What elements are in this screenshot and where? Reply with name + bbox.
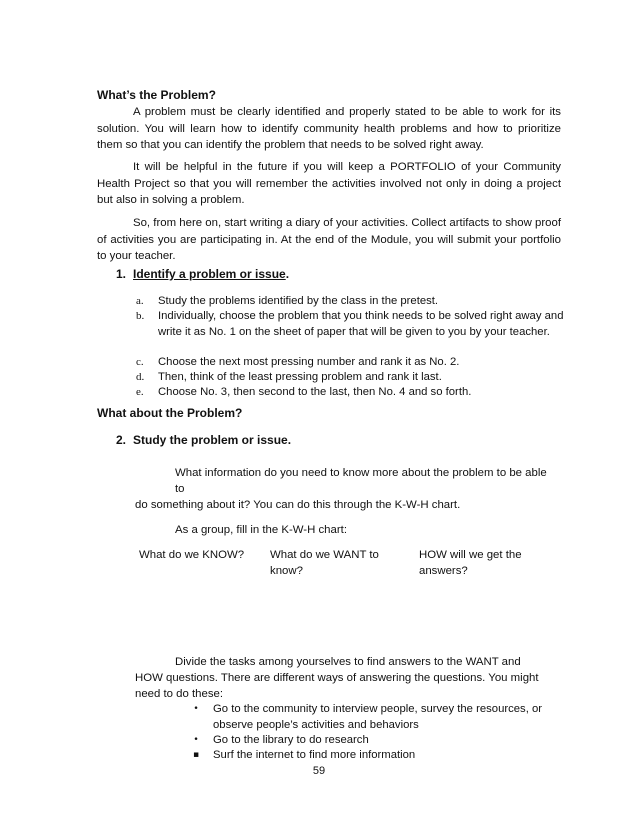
kwh-column-how-line-2: answers? <box>419 565 468 577</box>
bullet-item-internet <box>190 748 570 764</box>
divide-text-line-1: Divide the tasks among yourselves to find answers to the WANT and <box>175 656 521 668</box>
paragraph-problem-definition <box>97 104 561 154</box>
bullet-text: Go to the community to interview people, survey the resources, or observe people’s activities and behaviors <box>213 703 543 731</box>
step-number: 2. <box>116 433 127 447</box>
list-item-text: Individually, choose the problem that you think needs to be solved right away and write it as No. 1 on the sheet of paper that will be given to you by your teacher. <box>158 310 564 338</box>
kwh-column-want <box>270 547 379 579</box>
list-item-text: Choose No. 3, then second to the last, then No. 4 and so forth. <box>158 386 472 398</box>
bullet-text: Go to the library to do research <box>213 734 369 746</box>
list-item-text: Choose the next most pressing number and rank it as No. 2. <box>158 356 460 368</box>
square-bullet-icon: ▪ <box>192 750 200 760</box>
bullet-icon: • <box>193 735 199 745</box>
list-item-b <box>136 309 568 340</box>
paragraph-text: It will be helpful in the future if you will keep a PORTFOLIO of your Community Health Project so that you will remember the activities involved not only in doing a project but also in solving a problem. <box>97 161 561 206</box>
paragraph-text: A problem must be clearly identified and properly stated to be able to work for its solution. You will learn how to identify community health problems and how to prioritize them so that you can identify the problem that needs to be solved right away. <box>97 106 561 151</box>
step-2-text-line-3: do something about it? You can do this through the K-W-H chart. <box>135 499 461 511</box>
step-2-heading <box>116 433 291 448</box>
kwh-column-how-line-1: HOW will we get the <box>419 549 522 561</box>
kwh-column-how <box>419 547 522 579</box>
list-item-d <box>136 370 568 386</box>
list-marker: a. <box>136 295 144 307</box>
divide-text-line-2: HOW questions. There are different ways of answering the questions. You might <box>135 672 539 684</box>
step-title-period: . <box>285 267 290 281</box>
list-item-e <box>136 385 568 401</box>
list-item-c <box>136 355 568 371</box>
list-marker: c. <box>136 356 144 368</box>
list-marker: b. <box>136 310 145 322</box>
bullet-icon: • <box>193 704 199 714</box>
step-2-text-line-1: What information do you need to know more about the problem to be able <box>175 467 547 479</box>
step-1-heading <box>116 267 289 282</box>
step-title: Study the problem or issue. <box>133 433 292 447</box>
list-item-text: Then, think of the least pressing problem and rank it last. <box>158 371 442 383</box>
bullet-text: Surf the internet to find more information <box>213 749 416 761</box>
step-2-text-line-2: to <box>175 483 185 495</box>
kwh-instruction: As a group, fill in the K-W-H chart: <box>175 524 347 536</box>
paragraph-diary <box>97 215 561 265</box>
bullet-item-community <box>190 702 570 733</box>
section-heading-whats-the-problem: What’s the Problem? <box>97 88 216 102</box>
step-title: Identify a problem or issue <box>133 267 286 281</box>
kwh-column-want-line-1: What do we WANT to <box>270 549 379 561</box>
paragraph-portfolio <box>97 159 561 209</box>
section-heading-what-about-the-problem: What about the Problem? <box>97 406 243 420</box>
kwh-column-know: What do we KNOW? <box>139 549 245 561</box>
divide-text-line-3: need to do these: <box>135 688 224 700</box>
list-item-a <box>136 294 568 310</box>
list-marker: e. <box>136 386 144 398</box>
bullet-item-library <box>190 733 570 749</box>
page-number: 59 <box>312 765 326 777</box>
kwh-column-want-line-2: know? <box>270 565 303 577</box>
step-number: 1. <box>116 267 127 281</box>
list-item-text: Study the problems identified by the class in the pretest. <box>158 295 439 307</box>
list-marker: d. <box>136 371 145 383</box>
paragraph-text: So, from here on, start writing a diary of your activities. Collect artifacts to show proof of activities you are participating in. At the end of the Module, you will submit your portfolio to your teacher. <box>97 217 561 262</box>
